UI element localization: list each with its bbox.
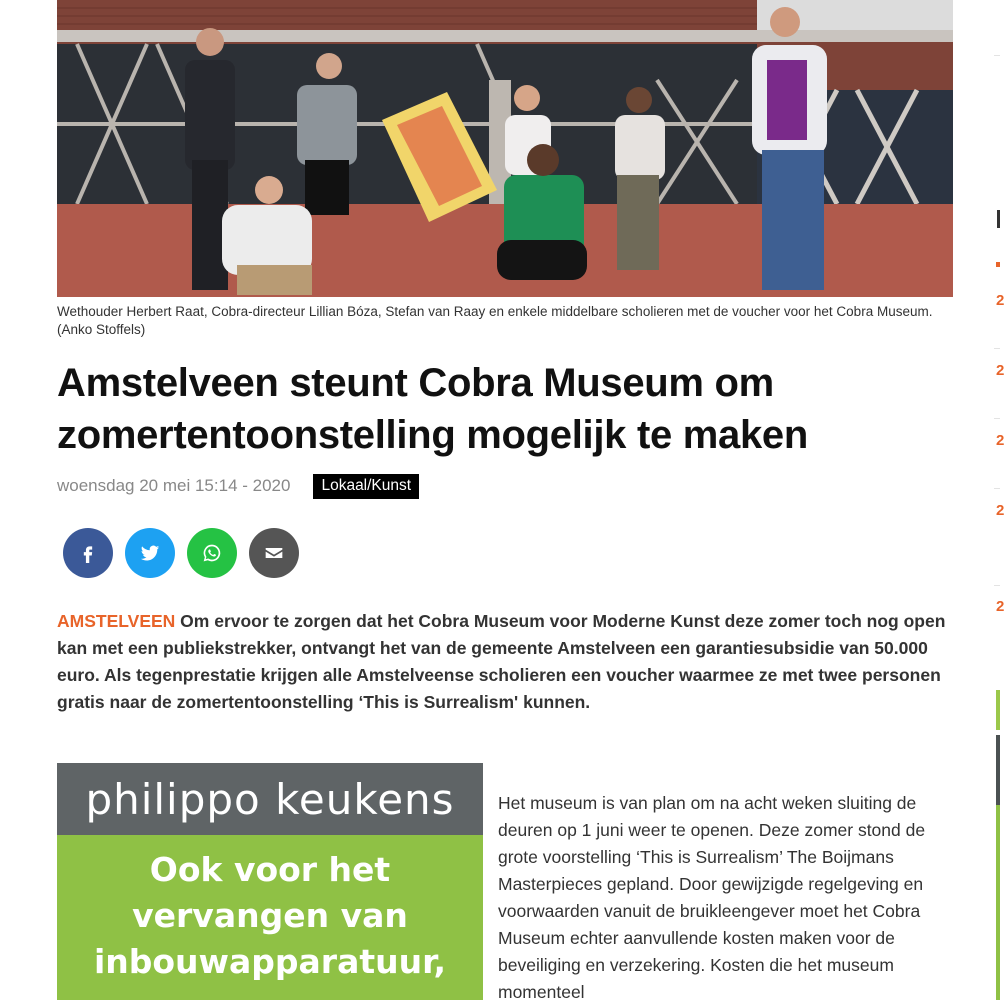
facebook-icon <box>78 543 98 563</box>
share-whatsapp-button[interactable] <box>187 528 237 578</box>
sidebar-divider <box>994 488 1000 489</box>
sidebar-divider <box>994 585 1000 586</box>
sidebar-divider <box>994 55 1000 56</box>
publish-date: woensdag 20 mei 15:14 - 2020 <box>57 476 291 495</box>
sidebar-sliver <box>990 0 1004 1000</box>
share-email-button[interactable] <box>249 528 299 578</box>
sidebar-ad-edge <box>996 805 1000 1000</box>
sidebar-rank-number[interactable]: 2 <box>996 362 1004 379</box>
sidebar-ad-edge <box>996 690 1000 730</box>
lead-text: Om ervoor te zorgen dat het Cobra Museum voor Moderne Kunst deze zomer toch nog open kan met een publiekstrekker, ontvangt het van de gemeente Amstelveen een garantiesubsidie van 50.000 euro. Als tegenprestatie krijgen alle Amstelveense scholieren een voucher waarmee ze met twee personen gratis naar de zomertentoonstelling ‘This is Surrealism' kunnen. <box>57 611 946 712</box>
share-twitter-button[interactable] <box>125 528 175 578</box>
sidebar-divider <box>994 348 1000 349</box>
sidebar-ad-edge <box>996 735 1000 805</box>
article-lead <box>57 608 957 716</box>
lead-place: AMSTELVEEN <box>57 611 176 631</box>
sidebar-rank-number[interactable]: 2 <box>996 292 1004 309</box>
category-tag[interactable]: Lokaal/Kunst <box>313 474 419 499</box>
article-body: Het museum is van plan om na acht weken sluiting de deuren op 1 juni weer te openen. Deze zomer stond de grote voorstelling ‘This is Surrealism’ The Boijmans Masterpieces gepland. Door gewijzigde regelgeving en voorwaarden vanuit de bruikleengever moet het Cobra Museum echter aanvullende kosten maken voor de beveiliging en verzekering. Kosten die het museum momenteel <box>498 793 926 1002</box>
envelope-icon <box>264 543 284 563</box>
sidebar-accent-mark <box>996 262 1000 267</box>
share-bar <box>63 528 299 578</box>
ad-slogan-line: Ook voor het <box>149 850 391 889</box>
sidebar-divider <box>994 418 1000 419</box>
sidebar-rank-number[interactable]: 2 <box>996 502 1004 519</box>
share-facebook-button[interactable] <box>63 528 113 578</box>
ad-slogan-line: inbouwapparatuur, <box>93 942 447 981</box>
sidebar-rank-number[interactable]: 2 <box>996 432 1004 449</box>
ad-slogan <box>57 835 483 1000</box>
advertisement[interactable] <box>57 763 483 1000</box>
ad-slogan-line: vervangen van <box>132 896 408 935</box>
sidebar-rank-number[interactable]: 2 <box>996 598 1004 615</box>
whatsapp-icon <box>202 543 222 563</box>
photo-caption: Wethouder Herbert Raat, Cobra-directeur Lillian Bóza, Stefan van Raay en enkele middelbare scholieren met de voucher voor het Cobra Museum. (Anko Stoffels) <box>57 304 933 337</box>
article-photo <box>57 0 953 297</box>
article-headline: Amstelveen steunt Cobra Museum om zomertentoonstelling mogelijk te maken <box>57 361 808 457</box>
ad-brand: philippo keukens <box>57 763 483 835</box>
article-meta <box>57 474 419 498</box>
sidebar-heading-mark <box>997 210 1000 228</box>
twitter-icon <box>140 543 160 563</box>
